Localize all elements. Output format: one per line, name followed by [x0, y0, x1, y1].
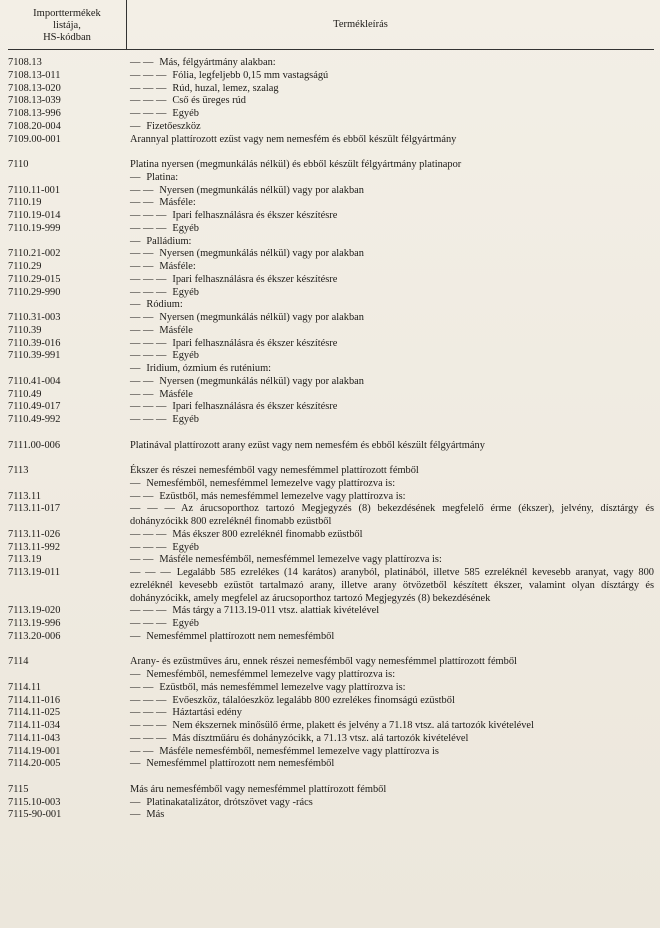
description-text: Rúd, huzal, lemez, szalag	[172, 82, 279, 94]
table-row	[8, 554, 654, 567]
description-text: Cső és üreges rúd	[172, 95, 246, 107]
hs-code	[8, 172, 130, 185]
hs-code: 7114.11-034	[8, 720, 61, 731]
table-row	[8, 414, 654, 427]
product-description	[130, 350, 654, 363]
level-dash: —	[130, 171, 141, 183]
product-description	[130, 197, 654, 210]
product-description	[130, 338, 654, 351]
table-row	[8, 95, 654, 108]
product-description	[130, 440, 654, 453]
row-spacer	[8, 771, 654, 784]
level-dash: —	[130, 477, 141, 489]
product-description	[130, 720, 654, 733]
level-dash: — — —	[130, 414, 167, 425]
table-row	[8, 542, 654, 555]
header-code-column	[8, 0, 127, 49]
table-row	[8, 312, 654, 325]
level-dash: — — —	[130, 108, 167, 119]
hs-code: 7110.49	[8, 388, 42, 400]
hs-code	[8, 299, 130, 312]
level-dash: — — —	[130, 567, 171, 578]
product-description	[130, 491, 654, 504]
table-row	[8, 491, 654, 504]
hs-code: 7110.29	[8, 261, 42, 272]
table-row	[8, 350, 654, 363]
description-text: Arannyal plattírozott ezüst vagy nem nemesfém és ebből készült félgyártmány	[130, 133, 457, 145]
product-description	[130, 401, 654, 414]
description-text: Ékszer és részei nemesfémből vagy nemesfémmel plattírozott fémből	[130, 465, 419, 476]
product-description	[130, 707, 654, 720]
description-text: Más áru nemesfémből vagy nemesfémmel plattírozott fémből	[130, 783, 387, 795]
level-dash: — —	[130, 261, 154, 272]
hs-code: 7108.13-996	[8, 108, 61, 119]
hs-code: 7110.49-992	[8, 414, 61, 425]
hs-code: 7110.11-001	[8, 184, 61, 196]
table-row	[8, 669, 654, 682]
table-row	[8, 503, 654, 529]
product-description	[130, 236, 654, 249]
hs-code: 7114.11	[8, 681, 41, 693]
product-description	[130, 185, 654, 198]
product-description	[130, 363, 654, 376]
description-text: Egyéb	[172, 618, 199, 629]
description-text: Ipari felhasználásra és ékszer készítésre	[172, 401, 338, 413]
hs-code: 7110.21-002	[8, 248, 61, 260]
hs-code: 7110.39-016	[8, 337, 61, 349]
description-text: Egyéb	[172, 541, 199, 553]
table-row	[8, 70, 654, 83]
hs-code: 7113.19-011	[8, 567, 61, 578]
table-row	[8, 605, 654, 618]
product-description	[130, 261, 654, 274]
table-row	[8, 376, 654, 389]
description-text: Evőeszköz, tálalóeszköz legalább 800 ezrelékes finomságú ezüstből	[172, 694, 455, 706]
table-row	[8, 274, 654, 287]
level-dash: — — —	[130, 222, 167, 234]
level-dash: — — —	[130, 528, 167, 540]
hs-code: 7111.00-006	[8, 439, 61, 451]
hs-code: 7110.31-003	[8, 312, 61, 323]
hs-code: 7113.20-006	[8, 630, 61, 642]
description-text: Platinakatalizátor, drótszövet vagy -rács	[146, 796, 313, 808]
level-dash: — — —	[130, 707, 167, 719]
hs-code: 7110.19-014	[8, 210, 61, 221]
level-dash: — —	[130, 375, 154, 387]
level-dash: — —	[130, 681, 154, 693]
level-dash: —	[130, 669, 141, 680]
table-row	[8, 223, 654, 236]
product-description	[130, 605, 654, 618]
row-spacer	[8, 644, 654, 657]
table-row	[8, 682, 654, 695]
level-dash: —	[130, 758, 141, 770]
product-description	[130, 797, 654, 810]
hs-code: 7113.11-992	[8, 541, 61, 553]
table-row	[8, 197, 654, 210]
table-row	[8, 401, 654, 414]
hs-code: 7108.20-004	[8, 120, 61, 132]
table-row	[8, 121, 654, 134]
row-spacer	[8, 452, 654, 465]
hs-code: 7110.19-999	[8, 222, 61, 234]
description-text: Egyéb	[172, 414, 199, 425]
hs-code: 7110.49-017	[8, 401, 61, 413]
table-row	[8, 809, 654, 822]
level-dash: — — —	[130, 720, 167, 731]
product-description	[130, 376, 654, 389]
description-text: Ipari felhasználásra és ékszer készítésre	[172, 273, 338, 285]
product-description	[130, 210, 654, 223]
hs-code: 7110	[8, 159, 29, 170]
level-dash: — —	[130, 312, 154, 323]
description-text: Nyersen (megmunkálás nélkül) vagy por alakban	[159, 312, 364, 323]
description-text: Nemesfémből, nemesfémmel lemezelve vagy plattírozva is:	[146, 669, 396, 680]
table-row	[8, 185, 654, 198]
table-row	[8, 695, 654, 708]
level-dash: — — —	[130, 337, 167, 349]
hs-code	[8, 363, 130, 376]
product-description	[130, 83, 654, 96]
description-text: Másféle:	[159, 197, 196, 209]
level-dash: — —	[130, 745, 154, 757]
hs-code: 7115	[8, 783, 29, 795]
table-row	[8, 236, 654, 249]
table-row	[8, 134, 654, 147]
hs-code: 7113	[8, 465, 29, 476]
table-row	[8, 325, 654, 338]
hs-code	[8, 478, 130, 491]
description-text: Nemesfémmel plattírozott nem nemesfémből	[146, 630, 335, 642]
level-dash: — — —	[130, 210, 167, 221]
level-dash: —	[130, 120, 141, 132]
level-dash: — —	[130, 324, 154, 336]
product-description	[130, 299, 654, 312]
level-dash: — —	[130, 490, 154, 502]
table-row	[8, 159, 654, 172]
level-dash: — — —	[130, 694, 167, 706]
product-description	[130, 121, 654, 134]
table-row	[8, 746, 654, 759]
table-row	[8, 363, 654, 376]
level-dash: — — —	[130, 350, 167, 362]
table-row	[8, 287, 654, 300]
table-header	[8, 0, 654, 50]
product-description	[130, 287, 654, 300]
hs-code: 7115-90-001	[8, 809, 62, 821]
description-text: Egyéb	[172, 286, 199, 298]
product-description	[130, 108, 654, 121]
product-description	[130, 682, 654, 695]
product-description	[130, 656, 654, 669]
description-text: Platina nyersen (megmunkálás nélkül) és ebből készült félgyártmány platinapor	[130, 159, 462, 170]
level-dash: —	[130, 796, 141, 808]
description-text: Ipari felhasználásra és ékszer készítésre	[172, 337, 338, 349]
description-text: Más dísztműáru és dohányzócikk, a 71.13 vtsz. alá tartozók kivételével	[172, 732, 469, 744]
row-spacer	[8, 427, 654, 440]
hs-code	[8, 669, 130, 682]
description-text: Arany- és ezüstműves áru, ennek részei nemesfémből vagy nemesfémmel plattírozott fémből	[130, 656, 517, 668]
description-text: Nyersen (megmunkálás nélkül) vagy por alakban	[159, 248, 364, 260]
product-description	[130, 758, 654, 771]
level-dash: — — —	[130, 69, 167, 81]
description-text: Ezüstből, más nemesfémmel lemezelve vagy plattírozva is:	[159, 681, 406, 693]
hs-code: 7114.20-005	[8, 758, 61, 770]
product-description	[130, 95, 654, 108]
hs-code: 7110.39	[8, 324, 42, 336]
level-dash: — — —	[130, 82, 167, 94]
table-row	[8, 618, 654, 631]
hs-code: 7110.29-015	[8, 273, 61, 285]
level-dash: — —	[130, 554, 154, 566]
hs-code: 7113.11	[8, 490, 41, 502]
table-row	[8, 210, 654, 223]
product-description	[130, 669, 654, 682]
table-row	[8, 529, 654, 542]
description-text: Más	[146, 809, 165, 821]
hs-code: 7108.13-039	[8, 95, 61, 107]
product-description	[130, 134, 654, 147]
hs-code: 7110.19	[8, 197, 42, 209]
hs-code: 7113.19-020	[8, 605, 61, 617]
level-dash: — —	[130, 184, 154, 196]
level-dash: —	[130, 630, 141, 642]
level-dash: — — —	[130, 618, 167, 629]
hs-code: 7110.39-991	[8, 350, 61, 362]
product-description	[130, 631, 654, 644]
product-description	[130, 70, 654, 83]
description-text: Másféle	[159, 324, 193, 336]
product-description	[130, 465, 654, 478]
hs-code: 7114.11-025	[8, 707, 61, 719]
hs-code: 7108.13	[8, 57, 42, 68]
level-dash: —	[130, 299, 141, 311]
hs-code: 7108.13-011	[8, 69, 61, 81]
description-text: Ródium:	[146, 299, 183, 311]
product-description	[130, 784, 654, 797]
description-text: Másféle	[159, 388, 193, 400]
hs-code: 7114	[8, 656, 29, 668]
level-dash: — —	[130, 57, 154, 68]
table-row	[8, 720, 654, 733]
hs-code: 7113.19	[8, 554, 42, 566]
level-dash: —	[130, 809, 141, 821]
description-text: Nemesfémmel plattírozott nem nemesfémből	[146, 758, 335, 770]
hs-code: 7110.41-004	[8, 375, 61, 387]
level-dash: — — —	[130, 273, 167, 285]
level-dash: —	[130, 363, 141, 374]
hs-code: 7115.10-003	[8, 796, 61, 808]
product-description	[130, 567, 654, 605]
hs-code	[8, 236, 130, 249]
table-row	[8, 57, 654, 70]
description-text: Ezüstből, más nemesfémmel lemezelve vagy plattírozva is:	[159, 490, 406, 502]
table-row	[8, 248, 654, 261]
product-description	[130, 325, 654, 338]
description-text: Nyersen (megmunkálás nélkül) vagy por alakban	[159, 184, 364, 196]
description-text: Háztartási edény	[172, 707, 242, 719]
level-dash: — — —	[130, 503, 175, 515]
table-row	[8, 108, 654, 121]
level-dash: — — —	[130, 605, 167, 617]
product-description	[130, 733, 654, 746]
hs-code: 7109.00-001	[8, 133, 61, 145]
description-text: Palládium:	[146, 235, 192, 247]
table-row	[8, 567, 654, 605]
table-row	[8, 465, 654, 478]
description-text: Nyersen (megmunkálás nélkül) vagy por alakban	[159, 375, 364, 387]
table-row	[8, 784, 654, 797]
hs-code: 7113.19-996	[8, 618, 61, 629]
description-text: Más ékszer 800 ezreléknél finomabb ezüstből	[172, 528, 363, 540]
product-description	[130, 695, 654, 708]
product-description	[130, 172, 654, 185]
description-text: Másféle nemesfémből, nemesfémmel lemezelve vagy plattírozva is	[159, 745, 439, 757]
description-text: Egyéb	[172, 350, 199, 362]
table-row	[8, 478, 654, 491]
description-text: Iridium, ózmium és ruténium:	[146, 363, 272, 374]
description-text: Más tárgy a 7113.19-011 vtsz. alattiak kivételével	[172, 605, 380, 617]
header-code-line: listája,	[53, 19, 81, 31]
level-dash: — — —	[130, 541, 167, 553]
description-text: Más, félgyártmány alakban:	[159, 57, 276, 68]
product-description	[130, 312, 654, 325]
description-text: Platina:	[146, 171, 179, 183]
header-code-line: HS-kódban	[43, 31, 91, 43]
level-dash: — — —	[130, 95, 167, 107]
hs-code: 7108.13-020	[8, 82, 61, 94]
description-text: Egyéb	[172, 222, 199, 234]
product-description	[130, 503, 654, 529]
table-row	[8, 389, 654, 402]
table-row	[8, 261, 654, 274]
table-row	[8, 733, 654, 746]
description-text: Fizetőeszköz	[146, 120, 201, 132]
product-description	[130, 618, 654, 631]
hs-code: 7113.11-017	[8, 503, 61, 515]
table-row	[8, 707, 654, 720]
description-text: Nem ékszernek minősülő érme, plakett és jelvény a 71.18 vtsz. alá tartozók kivételével	[172, 720, 534, 731]
description-text: Másféle nemesfémből, nemesfémmel lemezelve vagy plattírozva is:	[159, 554, 442, 566]
level-dash: — — —	[130, 732, 167, 744]
table-row	[8, 797, 654, 810]
table-row	[8, 440, 654, 453]
level-dash: — —	[130, 248, 154, 260]
product-description	[130, 478, 654, 491]
description-text: Egyéb	[172, 108, 199, 119]
hs-code: 7114.11-043	[8, 732, 61, 744]
row-spacer	[8, 146, 654, 159]
description-text: Ipari felhasználásra és ékszer készítésre	[172, 210, 338, 221]
table-row	[8, 631, 654, 644]
table-row	[8, 83, 654, 96]
product-description	[130, 809, 654, 822]
description-text: Másféle:	[159, 261, 196, 272]
description-text: Nemesfémből, nemesfémmel lemezelve vagy plattírozva is:	[146, 477, 396, 489]
level-dash: —	[130, 235, 141, 247]
description-text: Platinával plattírozott arany ezüst vagy nem nemesfém és ebből készült félgyártmány	[130, 439, 485, 451]
product-description	[130, 529, 654, 542]
description-text: Fólia, legfeljebb 0,15 mm vastagságú	[172, 69, 329, 81]
product-description	[130, 414, 654, 427]
level-dash: — —	[130, 197, 154, 209]
table-row	[8, 656, 654, 669]
product-description	[130, 159, 654, 172]
product-description	[130, 274, 654, 287]
hs-code: 7114.11-016	[8, 694, 61, 706]
header-code-line: Importtermékek	[33, 7, 101, 19]
product-description	[130, 57, 654, 70]
table-row	[8, 338, 654, 351]
description-text: Legalább 585 ezrelékes (14 karátos) aranyból, platinából, illetve 585 ezreléknél kevesebb aranyat, vagy 800 ezreléknél kevesebb ezüstöt tartalmazó arany, illetve arany ötvözetből készített ékszer, valamint olyan dísztárgy és dohányzócikk, amely megfelel az árucsoporthoz tartozó Megjegyzés (8) bekezdésének	[130, 567, 654, 604]
product-description	[130, 389, 654, 402]
level-dash: — —	[130, 388, 154, 400]
header-description-column: Termékleírás	[333, 18, 388, 30]
table-row	[8, 299, 654, 312]
hs-code: 7110.29-990	[8, 286, 61, 298]
product-description	[130, 248, 654, 261]
product-description	[130, 542, 654, 555]
level-dash: — — —	[130, 401, 167, 413]
table-row	[8, 172, 654, 185]
table-body	[8, 50, 654, 822]
hs-code: 7113.11-026	[8, 528, 61, 540]
level-dash: — — —	[130, 286, 167, 298]
product-description	[130, 554, 654, 567]
product-description	[130, 223, 654, 236]
table-row	[8, 758, 654, 771]
description-text: Az árucsoporthoz tartozó Megjegyzés (8) bekezdésének megfelelő érme (ékszer), jelvény, dísztárgy és dohányzócikk 800 ezreléknél finomabb ezüstből	[130, 503, 654, 527]
hs-code: 7114.19-001	[8, 745, 61, 757]
product-description	[130, 746, 654, 759]
